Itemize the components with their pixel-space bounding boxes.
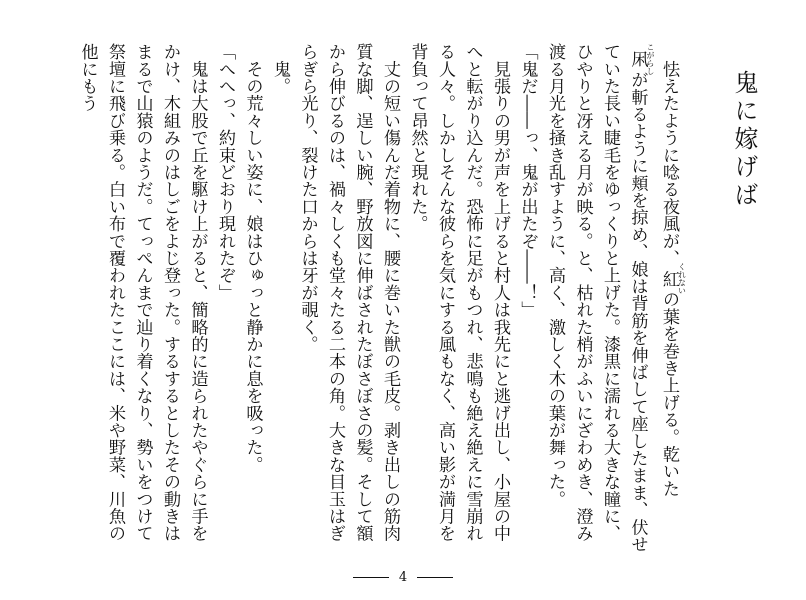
paragraph: その荒々しい姿に、娘はひゅっと静かに息を吸った。 <box>242 43 263 473</box>
page-footer <box>0 570 806 585</box>
paragraph: 怯えたように唸る夜風が、紅くれないの葉を巻き上げる。乾いた <box>659 43 687 497</box>
footer-rule-right <box>417 577 453 578</box>
paragraph: 「鬼だ――っ、鬼が出たぞ――！」 <box>517 43 538 319</box>
footer-rule-left <box>353 577 389 578</box>
paragraph: 見張りの男が声を上げると村人は我先にと逃げ出し、小屋の中へと転がり込んだ。恐怖に足がもつれ、悲鳴も絶え絶えに雪崩れる人々。しかしそんな彼らを気にする風もなく、高い影が満月を背負って昂然と現れた。 <box>407 43 510 542</box>
page-number: 4 <box>398 570 408 585</box>
paragraph: 鬼は大股で丘を駆け上がると、簡略的に造られたやぐらに手をかけ、木組みのはしごをよじ登った。するするとしたその動きはまるで山猿のようだ。てっぺんまで辿り着くなり、勢いをつけて祭壇に飛び乗る。白い布で覆われたここには、米や野菜、川魚の他にもう <box>77 43 208 542</box>
paragraph: 鬼。 <box>270 43 290 95</box>
paragraph: 「へへっ、約束どおり現れたぞ」 <box>215 43 235 301</box>
chapter-title: 鬼に嫁げば <box>730 70 758 210</box>
paragraph: 丈の短い傷んだ着物に、腰に巻いた獣の毛皮。剥き出しの筋肉質な脚、逞しい腕、野放図に伸ばされたぼさぼさの髪。そして額から伸びるのは、禍々しくも堂々たる二本の角。大きな目玉はぎらぎら光り、裂けた口からは牙が覗く。 <box>297 43 400 542</box>
body-text <box>26 43 686 555</box>
paragraph: 凩こがらしが斬るように頬を掠め、娘は背筋を伸ばして座したまま、伏せていた長い睫毛をゆっくりと上げた。漆黒に濡れる大きな瞳に、ひやりと冴える月が映る。と、枯れた梢がふいにざわめき、澄み渡る月光を掻き乱すように、高く、激しく木の葉が舞った。 <box>545 43 655 553</box>
